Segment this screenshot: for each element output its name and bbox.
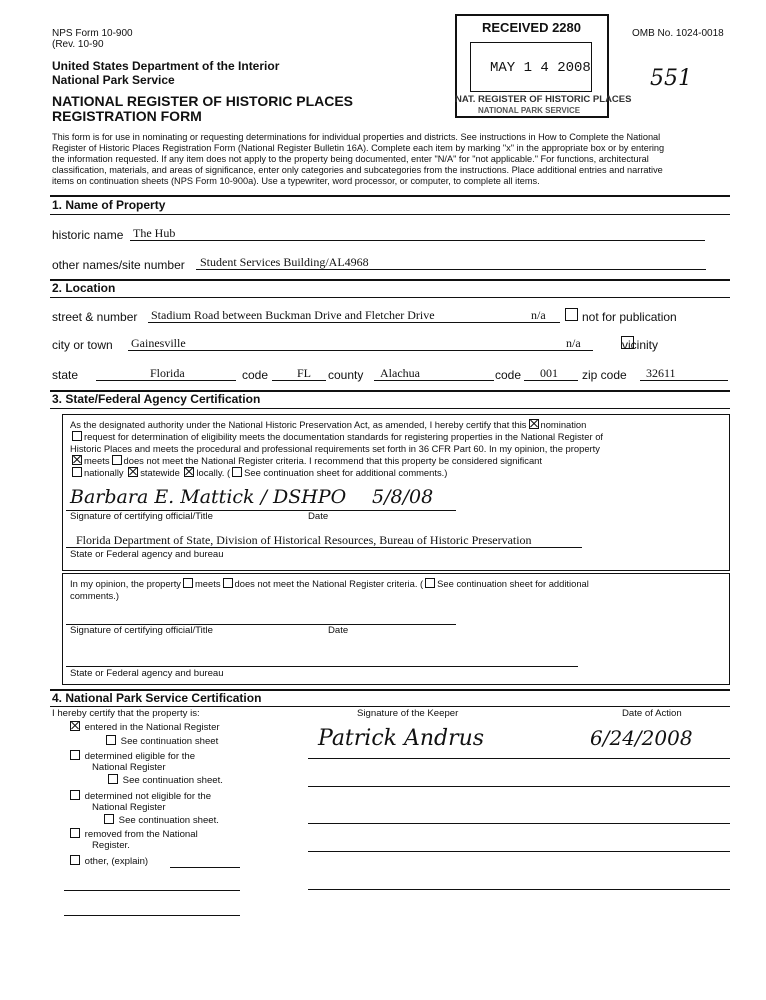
date-of-action-label: Date of Action <box>622 708 682 719</box>
zip-label: zip code <box>582 368 627 382</box>
cert-line-5: nationally statewide locally. ( See continuation sheet for additional comments.) <box>70 467 447 478</box>
opinion-comments: comments.) <box>70 590 119 601</box>
state-code-value[interactable]: FL <box>297 366 312 380</box>
meets-checkbox[interactable] <box>72 455 82 465</box>
department: United States Department of the Interior <box>52 59 280 73</box>
date2-label: Date <box>328 625 349 636</box>
section-1-heading: 1. Name of Property <box>52 198 166 212</box>
county-code-label: code <box>495 368 522 382</box>
keeper-intro: I hereby certify that the property is: <box>52 708 200 719</box>
form-number: NPS Form 10-900 <box>52 28 133 39</box>
intro-line: classification, materials, and areas of significance, enter only categories and subcategories from the instructions. Place additional entries and narrative <box>52 165 663 175</box>
nationally-checkbox[interactable] <box>72 467 82 477</box>
cert-line-4: meets does not meet the National Register criteria. I recommend that this property be considered significant <box>70 455 542 466</box>
section-2-heading: 2. Location <box>52 281 116 295</box>
state-label: state <box>52 368 79 382</box>
statewide-checkbox[interactable] <box>128 467 138 477</box>
intro-line: the information requested. If any item does not apply to the property being documented, enter "N/A" for "not applicable." For functions, architectural <box>52 154 649 164</box>
state-value[interactable]: Florida <box>150 366 185 380</box>
opinion-continuation-checkbox[interactable] <box>425 578 435 588</box>
determined-eligible-checkbox[interactable] <box>70 750 80 760</box>
intro-line: items on continuation sheets (NPS Form 10-900a). Use a typewriter, word processor, or computer, to complete all items. <box>52 176 540 186</box>
signature2-label: Signature of certifying official/Title <box>70 625 213 636</box>
stamp-nat-park: NATIONAL PARK SERVICE <box>478 106 581 115</box>
stamp-received: RECEIVED 2280 <box>482 20 581 35</box>
county-label: county <box>328 368 364 382</box>
section-4-heading: 4. National Park Service Certification <box>52 691 262 705</box>
removed-checkbox[interactable] <box>70 828 80 838</box>
determined-not-eligible-checkbox[interactable] <box>70 790 80 800</box>
opinion-does-not-meet-checkbox[interactable] <box>223 578 233 588</box>
date-label: Date <box>308 511 329 522</box>
removed-line2: Register. <box>92 840 130 851</box>
other-names-value[interactable]: Student Services Building/AL4968 <box>200 255 369 269</box>
other-checkbox[interactable] <box>70 855 80 865</box>
certifying-date: 5/8/08 <box>372 486 434 508</box>
street-na: n/a <box>531 308 546 322</box>
zip-value[interactable]: 32611 <box>646 366 676 380</box>
eligible-continuation-checkbox[interactable] <box>108 774 118 784</box>
does-not-meet-checkbox[interactable] <box>112 455 122 465</box>
county-code-value[interactable]: 001 <box>540 366 558 380</box>
determined-not-eligible-row: determined not eligible for the <box>68 790 211 802</box>
cert-line-3: Historic Places and meets the procedural and professional requirements set forth in 36 CFR Part 60. In my opinion, the property <box>70 443 600 454</box>
intro-line: This form is for use in nominating or requesting determinations for individual properties and districts. See instructions in How to Complete the National <box>52 132 661 142</box>
determined-eligible-line2: National Register <box>92 762 166 773</box>
vicinity-label: vicinity <box>622 338 659 352</box>
eligible-continuation-row: See continuation sheet. <box>106 774 223 786</box>
keeper-signature-label: Signature of the Keeper <box>357 708 459 719</box>
street-value[interactable]: Stadium Road between Buckman Drive and Fletcher Drive <box>151 308 435 322</box>
not-for-publication-label: not for publication <box>582 310 677 324</box>
determined-eligible-row: determined eligible for the <box>68 750 195 762</box>
not-eligible-continuation-row: See continuation sheet. <box>102 814 219 826</box>
state-code-label: code <box>242 368 269 382</box>
nomination-checkbox[interactable] <box>529 419 539 429</box>
not-for-publication-checkbox[interactable] <box>565 308 578 321</box>
county-value[interactable]: Alachua <box>380 366 420 380</box>
locally-checkbox[interactable] <box>184 467 194 477</box>
entered-checkbox[interactable] <box>70 721 80 731</box>
cert-line-1: As the designated authority under the National Historic Preservation Act, as amended, I hereby certify that this nomination <box>70 419 587 430</box>
handwritten-number: 551 <box>650 66 692 91</box>
historic-name-label: historic name <box>52 228 124 242</box>
omb-number: OMB No. 1024-0018 <box>632 28 724 39</box>
determined-not-eligible-line2: National Register <box>92 802 166 813</box>
entered-continuation-row: See continuation sheet <box>104 735 218 747</box>
street-label: street & number <box>52 310 138 324</box>
other-row: other, (explain) <box>68 855 148 867</box>
opinion-line: In my opinion, the property meets does not meet the National Register criteria. ( See continuation sheet for additional <box>70 578 589 589</box>
historic-name-value[interactable]: The Hub <box>133 226 176 240</box>
form-revision: (Rev. 10-90 <box>52 39 104 50</box>
certifying-signature: Barbara E. Mattick / DSHPO <box>70 486 347 508</box>
signature-label: Signature of certifying official/Title <box>70 511 213 522</box>
removed-row: removed from the National <box>68 828 198 840</box>
other-names-label: other names/site number <box>52 258 185 272</box>
intro-line: Register of Historic Places Registration Form (National Register Bulletin 16A). Complete each item by marking "x" in the appropriate box or by entering <box>52 143 665 153</box>
city-na: n/a <box>566 336 581 350</box>
cert-line-2: request for determination of eligibility meets the documentation standards for registering properties in the National Register of <box>70 431 603 442</box>
form-subtitle: REGISTRATION FORM <box>52 108 202 124</box>
city-label: city or town <box>52 338 113 352</box>
not-eligible-continuation-checkbox[interactable] <box>104 814 114 824</box>
stamp-date: MAY 1 4 2008 <box>490 60 591 76</box>
intro-paragraph <box>52 132 732 187</box>
city-value[interactable]: Gainesville <box>131 336 186 350</box>
opinion-meets-checkbox[interactable] <box>183 578 193 588</box>
form-title: NATIONAL REGISTER OF HISTORIC PLACES <box>52 93 354 109</box>
see-continuation-checkbox[interactable] <box>232 467 242 477</box>
stamp-nat-register: NAT. REGISTER OF HISTORIC PLACES <box>455 94 632 105</box>
agency-label: State or Federal agency and bureau <box>70 549 224 560</box>
entered-row: entered in the National Register <box>68 721 220 733</box>
request-determination-checkbox[interactable] <box>72 431 82 441</box>
entered-continuation-checkbox[interactable] <box>106 735 116 745</box>
action-date: 6/24/2008 <box>590 726 693 750</box>
section-3-heading: 3. State/Federal Agency Certification <box>52 392 261 406</box>
state-agency-value[interactable]: Florida Department of State, Division of Historical Resources, Bureau of Historic Preservation <box>76 533 532 547</box>
keeper-signature: Patrick Andrus <box>318 726 485 751</box>
agency2-label: State or Federal agency and bureau <box>70 668 224 679</box>
service: National Park Service <box>52 73 175 87</box>
